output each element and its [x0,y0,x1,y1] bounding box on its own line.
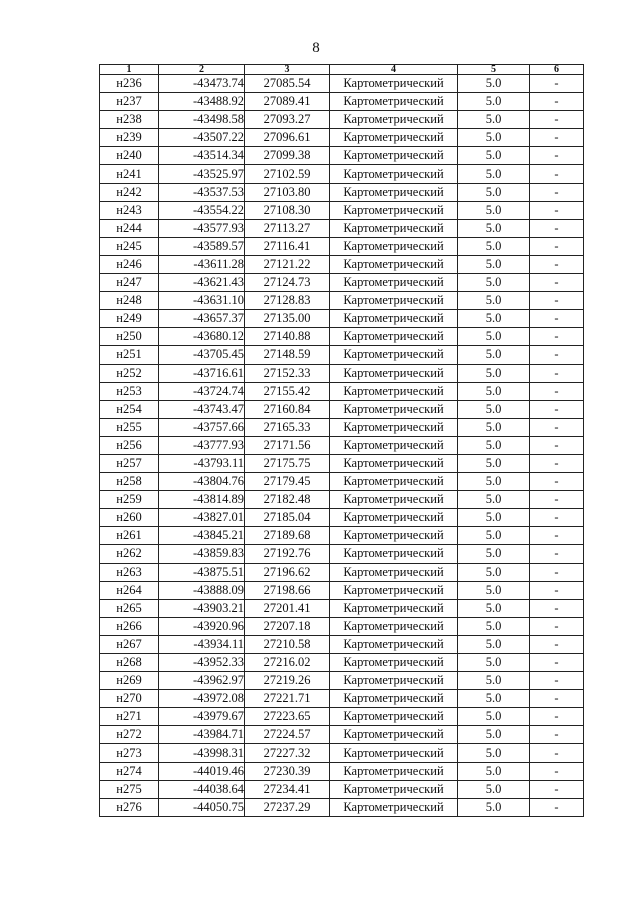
y-coordinate-cell: 27103.80 [245,183,330,201]
y-coordinate-cell: 27201.41 [245,599,330,617]
point-cell: н273 [100,744,159,762]
description-cell: - [530,563,584,581]
method-cell: Картометрический [330,780,458,798]
description-cell: - [530,762,584,780]
method-cell: Картометрический [330,617,458,635]
y-coordinate-cell: 27148.59 [245,346,330,364]
description-cell: - [530,617,584,635]
description-cell: - [530,780,584,798]
accuracy-cell: 5.0 [458,762,530,780]
y-coordinate-cell: 27216.02 [245,654,330,672]
description-cell: - [530,292,584,310]
table-row [100,798,584,816]
x-coordinate-cell: -44019.46 [159,762,245,780]
description-cell: - [530,418,584,436]
accuracy-cell: 5.0 [458,328,530,346]
y-coordinate-cell: 27223.65 [245,708,330,726]
description-cell: - [530,147,584,165]
y-coordinate-cell: 27108.30 [245,201,330,219]
point-cell: н260 [100,509,159,527]
accuracy-cell: 5.0 [458,382,530,400]
accuracy-cell: 5.0 [458,527,530,545]
description-cell: - [530,165,584,183]
method-cell: Картометрический [330,219,458,237]
table-row [100,744,584,762]
method-cell: Картометрический [330,274,458,292]
method-cell: Картометрический [330,635,458,653]
table-row [100,527,584,545]
description-cell: - [530,129,584,147]
x-coordinate-cell: -43972.08 [159,690,245,708]
table-row [100,382,584,400]
method-cell: Картометрический [330,581,458,599]
point-cell: н272 [100,726,159,744]
method-cell: Картометрический [330,292,458,310]
y-coordinate-cell: 27219.26 [245,672,330,690]
table-row [100,563,584,581]
accuracy-cell: 5.0 [458,599,530,617]
description-cell: - [530,75,584,93]
description-cell: - [530,255,584,273]
description-cell: - [530,545,584,563]
y-coordinate-cell: 27196.62 [245,563,330,581]
x-coordinate-cell: -43979.67 [159,708,245,726]
y-coordinate-cell: 27237.29 [245,798,330,816]
table-row [100,654,584,672]
table-row [100,473,584,491]
description-cell: - [530,798,584,816]
method-cell: Картометрический [330,563,458,581]
description-cell: - [530,274,584,292]
accuracy-cell: 5.0 [458,744,530,762]
point-cell: н240 [100,147,159,165]
method-cell: Картометрический [330,473,458,491]
description-cell: - [530,346,584,364]
y-coordinate-cell: 27096.61 [245,129,330,147]
table-row [100,129,584,147]
y-coordinate-cell: 27230.39 [245,762,330,780]
method-cell: Картометрический [330,310,458,328]
x-coordinate-cell: -43680.12 [159,328,245,346]
y-coordinate-cell: 27113.27 [245,219,330,237]
description-cell: - [530,237,584,255]
description-cell: - [530,599,584,617]
y-coordinate-cell: 27198.66 [245,581,330,599]
accuracy-cell: 5.0 [458,617,530,635]
table-row [100,346,584,364]
description-cell: - [530,473,584,491]
accuracy-cell: 5.0 [458,400,530,418]
column-header: 3 [245,65,330,75]
x-coordinate-cell: -43507.22 [159,129,245,147]
point-cell: н271 [100,708,159,726]
y-coordinate-cell: 27182.48 [245,491,330,509]
accuracy-cell: 5.0 [458,726,530,744]
page-number: 8 [312,40,320,56]
method-cell: Картометрический [330,93,458,111]
method-cell: Картометрический [330,454,458,472]
method-cell: Картометрический [330,382,458,400]
point-cell: н267 [100,635,159,653]
column-header: 5 [458,65,530,75]
y-coordinate-cell: 27189.68 [245,527,330,545]
point-cell: н274 [100,762,159,780]
description-cell: - [530,581,584,599]
description-cell: - [530,310,584,328]
x-coordinate-cell: -43514.34 [159,147,245,165]
point-cell: н266 [100,617,159,635]
method-cell: Картометрический [330,129,458,147]
table-row [100,617,584,635]
x-coordinate-cell: -43814.89 [159,491,245,509]
point-cell: н248 [100,292,159,310]
description-cell: - [530,654,584,672]
x-coordinate-cell: -43657.37 [159,310,245,328]
table-row [100,762,584,780]
table-row [100,690,584,708]
accuracy-cell: 5.0 [458,75,530,93]
point-cell: н244 [100,219,159,237]
y-coordinate-cell: 27160.84 [245,400,330,418]
y-coordinate-cell: 27207.18 [245,617,330,635]
point-cell: н276 [100,798,159,816]
method-cell: Картометрический [330,183,458,201]
accuracy-cell: 5.0 [458,292,530,310]
accuracy-cell: 5.0 [458,418,530,436]
coordinates-table [99,64,584,817]
method-cell: Картометрический [330,75,458,93]
point-cell: н265 [100,599,159,617]
column-header: 1 [100,65,159,75]
x-coordinate-cell: -43716.61 [159,364,245,382]
method-cell: Картометрический [330,147,458,165]
method-cell: Картометрический [330,400,458,418]
table-row [100,201,584,219]
y-coordinate-cell: 27221.71 [245,690,330,708]
column-header: 6 [530,65,584,75]
table-row [100,726,584,744]
point-cell: н237 [100,93,159,111]
accuracy-cell: 5.0 [458,509,530,527]
method-cell: Картометрический [330,255,458,273]
point-cell: н268 [100,654,159,672]
method-cell: Картометрический [330,111,458,129]
x-coordinate-cell: -43488.92 [159,93,245,111]
table-row [100,491,584,509]
x-coordinate-cell: -43793.11 [159,454,245,472]
point-cell: н236 [100,75,159,93]
accuracy-cell: 5.0 [458,798,530,816]
accuracy-cell: 5.0 [458,346,530,364]
table-row [100,672,584,690]
method-cell: Картометрический [330,726,458,744]
description-cell: - [530,382,584,400]
accuracy-cell: 5.0 [458,635,530,653]
accuracy-cell: 5.0 [458,165,530,183]
point-cell: н254 [100,400,159,418]
description-cell: - [530,328,584,346]
table-row [100,111,584,129]
method-cell: Картометрический [330,527,458,545]
method-cell: Картометрический [330,798,458,816]
accuracy-cell: 5.0 [458,545,530,563]
column-header: 2 [159,65,245,75]
point-cell: н251 [100,346,159,364]
x-coordinate-cell: -43998.31 [159,744,245,762]
point-cell: н257 [100,454,159,472]
x-coordinate-cell: -43845.21 [159,527,245,545]
y-coordinate-cell: 27165.33 [245,418,330,436]
x-coordinate-cell: -43611.28 [159,255,245,273]
accuracy-cell: 5.0 [458,274,530,292]
method-cell: Картометрический [330,364,458,382]
description-cell: - [530,509,584,527]
accuracy-cell: 5.0 [458,708,530,726]
y-coordinate-cell: 27124.73 [245,274,330,292]
x-coordinate-cell: -44038.64 [159,780,245,798]
y-coordinate-cell: 27099.38 [245,147,330,165]
x-coordinate-cell: -43952.33 [159,654,245,672]
table-header-row [100,65,584,75]
accuracy-cell: 5.0 [458,454,530,472]
point-cell: н262 [100,545,159,563]
point-cell: н258 [100,473,159,491]
point-cell: н239 [100,129,159,147]
x-coordinate-cell: -43589.57 [159,237,245,255]
method-cell: Картометрический [330,654,458,672]
point-cell: н245 [100,237,159,255]
point-cell: н256 [100,436,159,454]
point-cell: н242 [100,183,159,201]
y-coordinate-cell: 27128.83 [245,292,330,310]
x-coordinate-cell: -44050.75 [159,798,245,816]
accuracy-cell: 5.0 [458,111,530,129]
y-coordinate-cell: 27185.04 [245,509,330,527]
y-coordinate-cell: 27121.22 [245,255,330,273]
accuracy-cell: 5.0 [458,364,530,382]
accuracy-cell: 5.0 [458,780,530,798]
point-cell: н250 [100,328,159,346]
x-coordinate-cell: -43804.76 [159,473,245,491]
x-coordinate-cell: -43757.66 [159,418,245,436]
table-row [100,274,584,292]
accuracy-cell: 5.0 [458,563,530,581]
point-cell: н261 [100,527,159,545]
x-coordinate-cell: -43827.01 [159,509,245,527]
table-row [100,364,584,382]
table-row [100,219,584,237]
table-row [100,581,584,599]
table-row [100,237,584,255]
point-cell: н253 [100,382,159,400]
x-coordinate-cell: -43743.47 [159,400,245,418]
point-cell: н264 [100,581,159,599]
y-coordinate-cell: 27152.33 [245,364,330,382]
point-cell: н259 [100,491,159,509]
y-coordinate-cell: 27140.88 [245,328,330,346]
accuracy-cell: 5.0 [458,219,530,237]
description-cell: - [530,672,584,690]
point-cell: н243 [100,201,159,219]
accuracy-cell: 5.0 [458,129,530,147]
description-cell: - [530,635,584,653]
y-coordinate-cell: 27179.45 [245,473,330,491]
x-coordinate-cell: -43934.11 [159,635,245,653]
description-cell: - [530,436,584,454]
table-row [100,93,584,111]
x-coordinate-cell: -43903.21 [159,599,245,617]
description-cell: - [530,491,584,509]
table-row [100,328,584,346]
table-row [100,780,584,798]
accuracy-cell: 5.0 [458,183,530,201]
accuracy-cell: 5.0 [458,581,530,599]
method-cell: Картометрический [330,509,458,527]
point-cell: н238 [100,111,159,129]
accuracy-cell: 5.0 [458,436,530,454]
table-row [100,708,584,726]
description-cell: - [530,690,584,708]
y-coordinate-cell: 27089.41 [245,93,330,111]
y-coordinate-cell: 27227.32 [245,744,330,762]
x-coordinate-cell: -43498.58 [159,111,245,129]
y-coordinate-cell: 27224.57 [245,726,330,744]
x-coordinate-cell: -43724.74 [159,382,245,400]
point-cell: н255 [100,418,159,436]
y-coordinate-cell: 27192.76 [245,545,330,563]
method-cell: Картометрический [330,165,458,183]
description-cell: - [530,726,584,744]
method-cell: Картометрический [330,672,458,690]
x-coordinate-cell: -43473.74 [159,75,245,93]
x-coordinate-cell: -43621.43 [159,274,245,292]
x-coordinate-cell: -43577.93 [159,219,245,237]
description-cell: - [530,400,584,418]
method-cell: Картометрический [330,545,458,563]
accuracy-cell: 5.0 [458,310,530,328]
y-coordinate-cell: 27102.59 [245,165,330,183]
y-coordinate-cell: 27175.75 [245,454,330,472]
method-cell: Картометрический [330,201,458,219]
point-cell: н249 [100,310,159,328]
table-row [100,310,584,328]
point-cell: н275 [100,780,159,798]
point-cell: н247 [100,274,159,292]
x-coordinate-cell: -43962.97 [159,672,245,690]
x-coordinate-cell: -43984.71 [159,726,245,744]
point-cell: н270 [100,690,159,708]
accuracy-cell: 5.0 [458,255,530,273]
accuracy-cell: 5.0 [458,690,530,708]
table-row [100,454,584,472]
point-cell: н269 [100,672,159,690]
description-cell: - [530,111,584,129]
method-cell: Картометрический [330,436,458,454]
x-coordinate-cell: -43631.10 [159,292,245,310]
accuracy-cell: 5.0 [458,654,530,672]
y-coordinate-cell: 27085.54 [245,75,330,93]
method-cell: Картометрический [330,599,458,617]
table-row [100,165,584,183]
method-cell: Картометрический [330,744,458,762]
description-cell: - [530,201,584,219]
x-coordinate-cell: -43705.45 [159,346,245,364]
accuracy-cell: 5.0 [458,473,530,491]
description-cell: - [530,708,584,726]
accuracy-cell: 5.0 [458,147,530,165]
accuracy-cell: 5.0 [458,237,530,255]
description-cell: - [530,744,584,762]
point-cell: н241 [100,165,159,183]
table-row [100,599,584,617]
table-row [100,509,584,527]
accuracy-cell: 5.0 [458,491,530,509]
description-cell: - [530,183,584,201]
description-cell: - [530,219,584,237]
table-row [100,635,584,653]
x-coordinate-cell: -43875.51 [159,563,245,581]
method-cell: Картометрический [330,491,458,509]
x-coordinate-cell: -43554.22 [159,201,245,219]
table-row [100,147,584,165]
method-cell: Картометрический [330,762,458,780]
description-cell: - [530,454,584,472]
table-row [100,545,584,563]
y-coordinate-cell: 27155.42 [245,382,330,400]
y-coordinate-cell: 27234.41 [245,780,330,798]
description-cell: - [530,93,584,111]
method-cell: Картометрический [330,418,458,436]
table-row [100,436,584,454]
method-cell: Картометрический [330,346,458,364]
y-coordinate-cell: 27093.27 [245,111,330,129]
accuracy-cell: 5.0 [458,93,530,111]
column-header: 4 [330,65,458,75]
table-row [100,75,584,93]
point-cell: н263 [100,563,159,581]
point-cell: н252 [100,364,159,382]
table-body [100,75,584,817]
description-cell: - [530,364,584,382]
description-cell: - [530,527,584,545]
x-coordinate-cell: -43888.09 [159,581,245,599]
x-coordinate-cell: -43920.96 [159,617,245,635]
x-coordinate-cell: -43859.83 [159,545,245,563]
x-coordinate-cell: -43777.93 [159,436,245,454]
method-cell: Картометрический [330,708,458,726]
y-coordinate-cell: 27135.00 [245,310,330,328]
table-row [100,183,584,201]
table-row [100,400,584,418]
method-cell: Картометрический [330,237,458,255]
method-cell: Картометрический [330,328,458,346]
table-row [100,292,584,310]
table-row [100,418,584,436]
y-coordinate-cell: 27210.58 [245,635,330,653]
y-coordinate-cell: 27171.56 [245,436,330,454]
method-cell: Картометрический [330,690,458,708]
x-coordinate-cell: -43525.97 [159,165,245,183]
accuracy-cell: 5.0 [458,201,530,219]
table-row [100,255,584,273]
x-coordinate-cell: -43537.53 [159,183,245,201]
y-coordinate-cell: 27116.41 [245,237,330,255]
accuracy-cell: 5.0 [458,672,530,690]
point-cell: н246 [100,255,159,273]
